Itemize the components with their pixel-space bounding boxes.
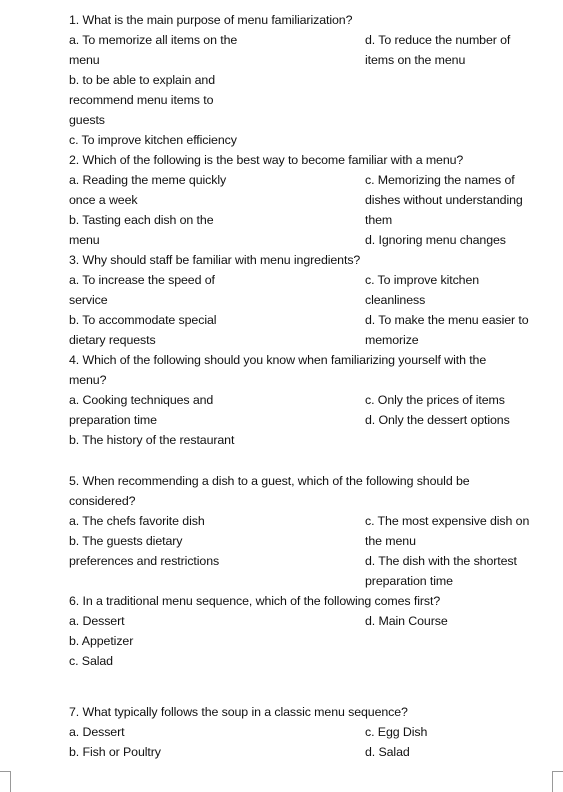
q2-option-a-cont: once a week: [69, 193, 138, 207]
q4-option-a-cont: preparation time: [69, 413, 157, 427]
q5-option-b-cont: preferences and restrictions: [69, 554, 220, 568]
q5-option-a: a. The chefs favorite dish: [69, 514, 205, 528]
q4-option-c: c. Only the prices of items: [365, 393, 505, 407]
q7-option-b: b. Fish or Poultry: [69, 745, 161, 759]
q3-option-a: a. To increase the speed of: [69, 273, 215, 287]
q2-option-b: b. Tasting each dish on the: [69, 213, 214, 227]
q1-option-b-cont: recommend menu items to: [69, 93, 214, 107]
page-corner-right: [552, 771, 563, 792]
q1-option-a: a. To memorize all items on the: [69, 33, 238, 47]
question-3-text: 3. Why should staff be familiar with menu ingredients?: [69, 253, 361, 267]
question-4-text: 4. Which of the following should you know when familiarizing yourself with the: [69, 353, 487, 367]
question-7-text: 7. What typically follows the soup in a classic menu sequence?: [69, 705, 408, 719]
q1-option-d-cont: items on the menu: [365, 53, 466, 67]
q3-option-b: b. To accommodate special: [69, 313, 217, 327]
q5-option-d-cont: preparation time: [365, 574, 453, 588]
q4-option-a: a. Cooking techniques and: [69, 393, 214, 407]
question-6-text: 6. In a traditional menu sequence, which of the following comes first?: [69, 594, 441, 608]
q3-option-d-cont: memorize: [365, 333, 419, 347]
q2-option-d: d. Ignoring menu changes: [365, 233, 506, 247]
q3-option-a-cont: service: [69, 293, 108, 307]
q3-option-c-cont: cleanliness: [365, 293, 426, 307]
q6-option-a: a. Dessert: [69, 614, 125, 628]
q7-option-a: a. Dessert: [69, 725, 125, 739]
q7-option-d: d. Salad: [365, 745, 410, 759]
q2-option-c-cont: dishes without understanding: [365, 193, 523, 207]
question-5-text-cont: considered?: [69, 494, 136, 508]
q2-option-a: a. Reading the meme quickly: [69, 173, 227, 187]
q3-option-c: c. To improve kitchen: [365, 273, 480, 287]
q1-option-b: b. to be able to explain and: [69, 73, 216, 87]
q6-option-b: b. Appetizer: [69, 634, 134, 648]
q7-option-c: c. Egg Dish: [365, 725, 428, 739]
q5-option-c-cont: the menu: [365, 534, 416, 548]
page-corner-left: [0, 771, 11, 792]
q4-option-d: d. Only the dessert options: [365, 413, 510, 427]
question-4-text-cont: menu?: [69, 373, 107, 387]
q5-option-c: c. The most expensive dish on: [365, 514, 530, 528]
q1-option-a-cont: menu: [69, 53, 100, 67]
q2-option-b-cont: menu: [69, 233, 100, 247]
question-1-text: 1. What is the main purpose of menu familiarization?: [69, 13, 353, 27]
q1-option-d: d. To reduce the number of: [365, 33, 511, 47]
question-5-text: 5. When recommending a dish to a guest, which of the following should be: [69, 474, 470, 488]
q4-option-b: b. The history of the restaurant: [69, 433, 235, 447]
q5-option-d: d. The dish with the shortest: [365, 554, 517, 568]
q3-option-d: d. To make the menu easier to: [365, 313, 529, 327]
q3-option-b-cont: dietary requests: [69, 333, 156, 347]
q6-option-d: d. Main Course: [365, 614, 448, 628]
q1-option-c: c. To improve kitchen efficiency: [69, 133, 237, 147]
q6-option-c: c. Salad: [69, 654, 113, 668]
q5-option-b: b. The guests dietary: [69, 534, 183, 548]
question-2-text: 2. Which of the following is the best way to become familiar with a menu?: [69, 153, 464, 167]
q2-option-c: c. Memorizing the names of: [365, 173, 515, 187]
q2-option-c-cont: them: [365, 213, 393, 227]
q1-option-b-cont: guests: [69, 113, 105, 127]
